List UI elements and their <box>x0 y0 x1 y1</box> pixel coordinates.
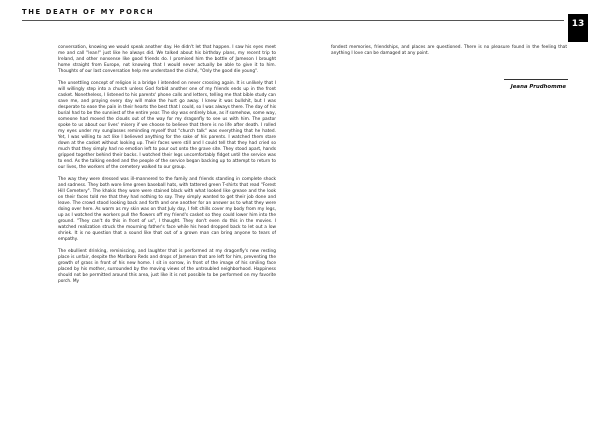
body-paragraph: fondest memories, friendships, and places are questioned. There is no pleasure found in the feeling that anything I love can be damaged at any point. <box>331 45 567 56</box>
page-number-badge: 13 <box>568 14 588 42</box>
body-paragraph: The ebullient drinking, reminiscing, and laughter that is performed at my dragonfly's new resting place is unfair, despite the Marlboro Reds and drops of Jameson that are left for him, preventing the growth of grass in front of his new home. I sit in sorrow, in front of the image of his smiling face placed by his mother, surrounded by the moving views of the untroubled neighborhood. Happiness should not be permitted around this area, just like it is not possible to be performed on my favorite porch. My <box>58 249 276 284</box>
author-signature: Jeana Prudhomme <box>510 84 566 90</box>
body-paragraph: conversation, knowing we would speak another day. He didn't let that happen. I saw his eyes meet me and call "lean!" just like he always did. We talked about his birthday plans, my recent trip to Ireland, and other nonsense like good friends do. I promised him the bottle of Jameson I brought home straight from Europe, not knowing that I would never actually be able to give it to him. Thoughts of our last conversation help me understand the cliché, "Only the good die young". <box>58 45 276 74</box>
body-paragraph: The unsettling concept of religion is a bridge I intended on never crossing again. It is unlikely that I will willingly step into a church unless God forbid another one of my friends ends up in the front casket. Nonetheless, I listened to his parents' phone calls and letters, telling me that bible study can save me, and praying every day will make the hurt go away. I knew it was bullshit, but I was desperate to ease the pain in their hearts the best that I could, so I was always there. The day of his burial had to be the sunniest of the entire year. The sky was entirely blue, as if somehow, some way, someone had moved the clouds out of the way for my dragonfly to see us with him. The pastor spoke to us about our lives' misery if we choose to believe that there is no life after death. I rolled my eyes under my sunglasses reminding myself that "church talk" was everything that he hated. Yet, I was willing to act like I believed anything for the sake of his parents. I watched them stare down at the casket without looking up. Their faces were still and I could tell that they had cried so much that they simply had no emotion left to pour out onto the grave site. They stood apart, hands gripped together behind their backs. I watched their legs uncomfortably fidget until the service was to end. As the talking ended and the people of the service began backing up to attempt to return to our lives, the workers of the cemetery walked to our group. <box>58 81 276 170</box>
header-rule <box>22 20 564 21</box>
right-text-column <box>331 45 567 63</box>
running-header-title: THE DEATH OF MY PORCH <box>22 8 155 16</box>
body-paragraph: The way they were dressed was ill-mannered to the family and friends standing in complete shock and sadness. They both wore lime green baseball hats, with tattered green T-shirts that read "Forest Hill Cemetery". The khakis they wore were stained black with what looked like grease and the look on their faces told me that they had nothing to say. They simply wanted to get their job done and leave. The crowd stood looking back and forth and one another for an answer as to what they were doing over here. As warm as my skin was on that July day, I felt chills cover my body from my legs, up as I watched the workers pull the flowers off my friend's casket so they could lower him into the ground. "They can't do this in front of us", I thought. They don't even do this in the movies. I watched realization struck the mourning father's face while his head dropped back to let out a low shriek. It is no question that a sound like that out of a grown man can bring anyone to tears of empathy. <box>58 177 276 242</box>
left-text-column <box>58 45 276 291</box>
signature-rule <box>504 79 568 80</box>
